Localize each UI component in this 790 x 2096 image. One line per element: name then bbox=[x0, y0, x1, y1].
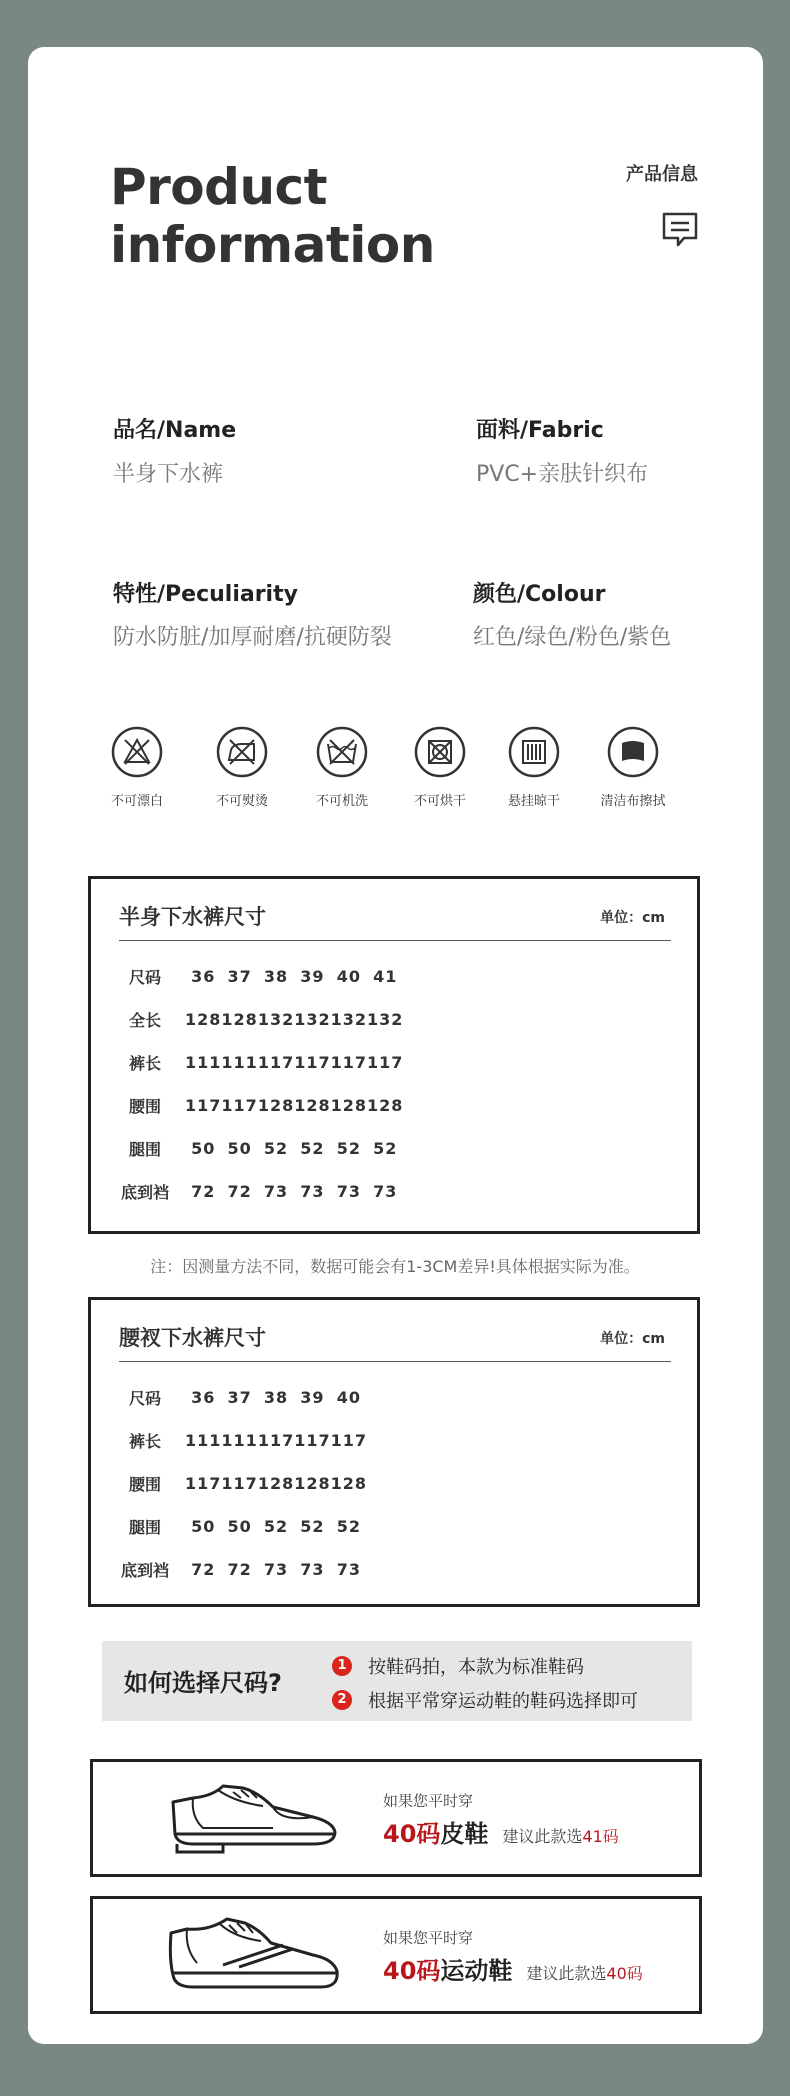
table-cell: 128 bbox=[330, 1096, 368, 1115]
care-item-no-bleach bbox=[92, 726, 182, 809]
table-cell: 117 bbox=[294, 1053, 331, 1072]
size-guide-text: 按鞋码拍，本款为标准鞋码 bbox=[368, 1657, 584, 1678]
row-header: 尺码 bbox=[128, 1389, 161, 1408]
table-cell: 117 bbox=[185, 1096, 222, 1115]
row-header: 腿围 bbox=[128, 1518, 161, 1537]
table-cell: 73 bbox=[300, 1182, 325, 1201]
table-cell: 117 bbox=[221, 1474, 258, 1493]
no-bleach-icon bbox=[111, 726, 163, 778]
table-cell: 117 bbox=[257, 1053, 295, 1072]
table-cell: 72 bbox=[227, 1560, 252, 1579]
care-item-no-tumble-dry bbox=[395, 726, 485, 809]
colour-label: 颜色/Colour bbox=[473, 582, 606, 607]
size-guide-banner bbox=[102, 1641, 692, 1721]
table-cell: 72 bbox=[227, 1182, 252, 1201]
care-label: 不可烘干 bbox=[413, 794, 466, 809]
table-cell: 128 bbox=[330, 1474, 368, 1493]
leather-shoe-card bbox=[90, 1759, 702, 1877]
table-cell: 52 bbox=[263, 1517, 289, 1536]
sneaker-card bbox=[90, 1896, 702, 2014]
table-row bbox=[105, 1084, 403, 1127]
table-row bbox=[105, 1127, 403, 1170]
peculiarity-value: 防水防脏/加厚耐磨/抗硬防裂 bbox=[113, 625, 392, 650]
table-cell: 36 bbox=[191, 967, 216, 986]
table-cell: 128 bbox=[221, 1010, 258, 1029]
shoe-size: 40码 bbox=[383, 1957, 441, 1985]
table-cell: 73 bbox=[263, 1560, 289, 1579]
size-guide-title: 如何选择尺码? bbox=[124, 1669, 282, 1697]
table-cell: 52 bbox=[336, 1517, 361, 1536]
colour-value: 红色/绿色/粉色/紫色 bbox=[473, 625, 672, 650]
table-row bbox=[105, 1548, 367, 1591]
size-guide-item bbox=[332, 1653, 584, 1679]
table-cell: 52 bbox=[300, 1139, 325, 1158]
suggest-prefix: 建议此款选 bbox=[502, 1827, 583, 1846]
table-cell: 40 bbox=[336, 1388, 361, 1407]
table-cell: 52 bbox=[336, 1139, 361, 1158]
row-header: 尺码 bbox=[128, 968, 161, 987]
page-title bbox=[110, 158, 435, 274]
table-row bbox=[105, 998, 403, 1041]
table-cell: 40 bbox=[336, 967, 361, 986]
table-cell: 72 bbox=[191, 1182, 216, 1201]
care-item-wipe-clean bbox=[588, 726, 678, 809]
size-guide-text: 根据平常穿运动鞋的鞋码选择即可 bbox=[368, 1691, 638, 1712]
step-badge: 2 bbox=[332, 1690, 352, 1710]
table-row bbox=[105, 1419, 367, 1462]
table-header bbox=[119, 901, 671, 941]
table-cell: 36 bbox=[191, 1388, 216, 1407]
table-cell: 117 bbox=[330, 1053, 368, 1072]
shoe-line bbox=[383, 1951, 643, 1986]
table-cell: 73 bbox=[373, 1182, 398, 1201]
shoe-suggestion bbox=[502, 1824, 618, 1847]
table-cell: 52 bbox=[263, 1139, 289, 1158]
table-cell: 117 bbox=[185, 1474, 222, 1493]
table-cell: 117 bbox=[367, 1053, 404, 1072]
size-table-half-pants bbox=[88, 876, 700, 1234]
shoe-suggestion bbox=[526, 1961, 642, 1984]
shoe-type: 运动鞋 bbox=[440, 1957, 513, 1985]
size-table-waist-pants bbox=[88, 1297, 700, 1607]
table-cell: 132 bbox=[367, 1010, 404, 1029]
table-cell: 37 bbox=[227, 967, 252, 986]
table-row bbox=[105, 1462, 367, 1505]
sneaker-icon bbox=[163, 1909, 343, 2001]
table-cell: 128 bbox=[294, 1096, 331, 1115]
size-grid bbox=[105, 955, 403, 1213]
table-unit: 单位：cm bbox=[600, 910, 665, 926]
table-cell: 73 bbox=[263, 1182, 289, 1201]
suggest-prefix: 建议此款选 bbox=[526, 1964, 607, 1983]
care-label: 不可漂白 bbox=[110, 794, 163, 809]
fabric-label: 面料/Fabric bbox=[476, 418, 604, 443]
table-cell: 50 bbox=[227, 1517, 252, 1536]
table-cell: 50 bbox=[191, 1139, 216, 1158]
table-cell: 52 bbox=[373, 1139, 398, 1158]
table-cell: 111 bbox=[185, 1431, 222, 1450]
no-tumble-dry-icon bbox=[414, 726, 466, 778]
row-header: 底到裆 bbox=[120, 1183, 169, 1202]
leather-shoe-icon bbox=[163, 1772, 343, 1864]
care-label: 不可机洗 bbox=[315, 794, 368, 809]
care-item-hang-dry bbox=[489, 726, 579, 809]
no-iron-icon bbox=[216, 726, 268, 778]
shoe-type: 皮鞋 bbox=[440, 1820, 489, 1848]
care-label: 不可熨烫 bbox=[215, 794, 268, 809]
table-row bbox=[105, 1505, 367, 1548]
table-cell: 111 bbox=[221, 1431, 258, 1450]
shoe-hint: 如果您平时穿 bbox=[383, 1929, 474, 1947]
title-line-2: information bbox=[110, 216, 435, 274]
table-cell: 111 bbox=[185, 1053, 222, 1072]
suggest-size: 40码 bbox=[606, 1964, 643, 1983]
table-cell: 50 bbox=[191, 1517, 216, 1536]
table-cell: 117 bbox=[221, 1096, 258, 1115]
table-cell: 37 bbox=[227, 1388, 252, 1407]
table-cell: 52 bbox=[300, 1517, 325, 1536]
table-title: 半身下水裤尺寸 bbox=[119, 905, 266, 929]
table-header bbox=[119, 1322, 671, 1362]
table-cell: 73 bbox=[336, 1182, 361, 1201]
table-cell: 128 bbox=[257, 1096, 295, 1115]
table-row bbox=[105, 1041, 403, 1084]
care-label: 悬挂晾干 bbox=[507, 794, 560, 809]
section-tag: 产品信息 bbox=[626, 164, 698, 185]
table-cell: 38 bbox=[263, 967, 289, 986]
table-cell: 72 bbox=[191, 1560, 216, 1579]
row-header: 裤长 bbox=[128, 1432, 161, 1451]
name-value: 半身下水裤 bbox=[113, 462, 224, 487]
size-grid bbox=[105, 1376, 367, 1591]
table-cell: 132 bbox=[330, 1010, 368, 1029]
table-row bbox=[105, 955, 403, 998]
table-cell: 73 bbox=[300, 1560, 325, 1579]
fabric-value: PVC+亲肤针织布 bbox=[476, 462, 649, 487]
step-badge: 1 bbox=[332, 1656, 352, 1676]
table-cell: 132 bbox=[257, 1010, 295, 1029]
table-row bbox=[105, 1170, 403, 1213]
table-cell: 41 bbox=[373, 967, 398, 986]
care-item-no-iron bbox=[197, 726, 287, 809]
table-row bbox=[105, 1376, 367, 1419]
shoe-hint: 如果您平时穿 bbox=[383, 1792, 474, 1810]
table-cell: 39 bbox=[300, 1388, 325, 1407]
measurement-note: 注：因测量方法不同，数据可能会有1-3CM差异!具体根据实际为准。 bbox=[150, 1257, 640, 1276]
table-cell: 128 bbox=[294, 1474, 331, 1493]
row-header: 底到裆 bbox=[120, 1561, 169, 1580]
no-machine-wash-icon bbox=[316, 726, 368, 778]
size-guide-item bbox=[332, 1687, 638, 1713]
table-cell: 117 bbox=[257, 1431, 295, 1450]
table-cell: 128 bbox=[367, 1096, 404, 1115]
care-label: 清洁布擦拭 bbox=[600, 794, 666, 809]
row-header: 裤长 bbox=[128, 1054, 161, 1073]
title-line-1: Product bbox=[110, 158, 328, 216]
wipe-clean-icon bbox=[607, 726, 659, 778]
row-header: 全长 bbox=[128, 1011, 161, 1030]
table-unit: 单位：cm bbox=[600, 1331, 665, 1347]
hang-dry-icon bbox=[508, 726, 560, 778]
table-title: 腰衩下水裤尺寸 bbox=[119, 1326, 266, 1350]
care-item-no-machine-wash bbox=[297, 726, 387, 809]
table-cell: 117 bbox=[294, 1431, 331, 1450]
table-cell: 128 bbox=[185, 1010, 222, 1029]
name-label: 品名/Name bbox=[113, 418, 237, 443]
shoe-line bbox=[383, 1814, 619, 1849]
table-cell: 50 bbox=[227, 1139, 252, 1158]
table-cell: 38 bbox=[263, 1388, 289, 1407]
table-cell: 128 bbox=[257, 1474, 295, 1493]
table-cell: 39 bbox=[300, 967, 325, 986]
row-header: 腿围 bbox=[128, 1140, 161, 1159]
row-header: 腰围 bbox=[128, 1475, 161, 1494]
row-header: 腰围 bbox=[128, 1097, 161, 1116]
table-cell: 111 bbox=[221, 1053, 258, 1072]
table-cell: 73 bbox=[336, 1560, 361, 1579]
chat-icon bbox=[660, 210, 700, 250]
shoe-size: 40码 bbox=[383, 1820, 441, 1848]
suggest-size: 41码 bbox=[582, 1827, 619, 1846]
table-cell: 132 bbox=[294, 1010, 331, 1029]
table-cell: 117 bbox=[330, 1431, 368, 1450]
peculiarity-label: 特性/Peculiarity bbox=[113, 582, 298, 607]
